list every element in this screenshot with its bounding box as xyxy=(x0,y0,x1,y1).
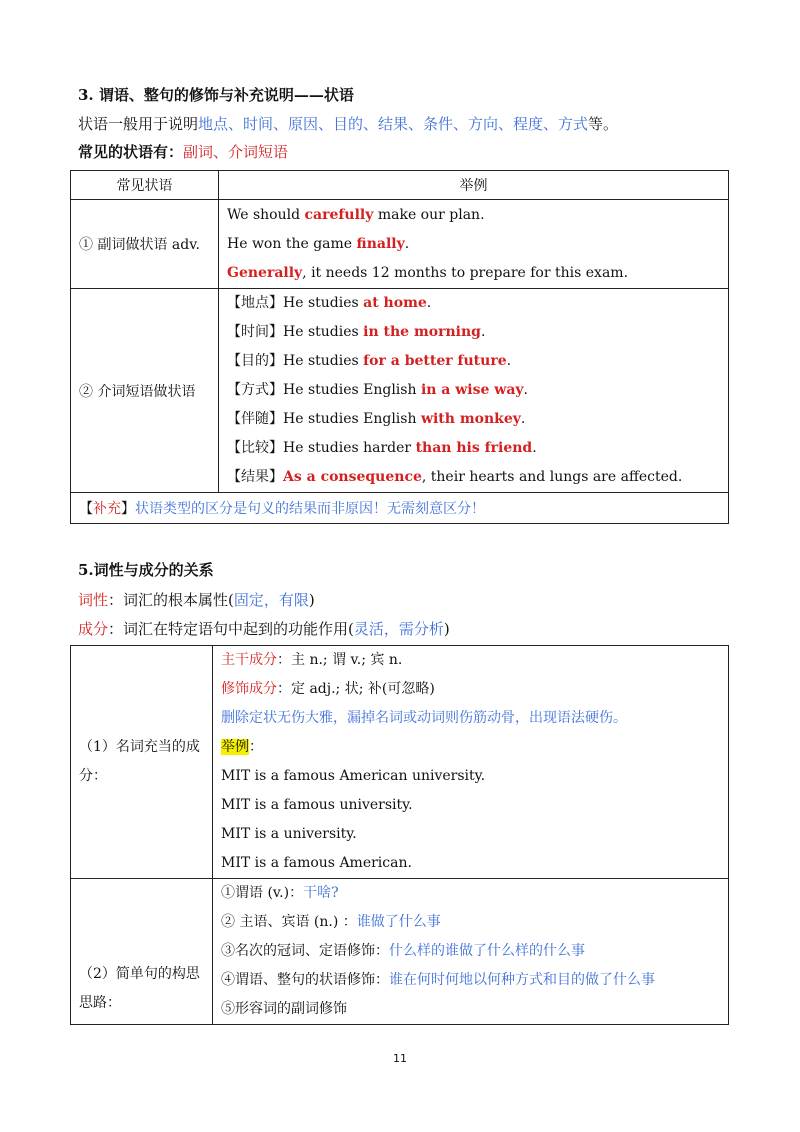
def1-key: 词性 xyxy=(78,591,109,609)
example-highlight: finally xyxy=(356,235,405,252)
step-meaning: 什么样的谁做了什么样的什么事 xyxy=(389,943,585,959)
row-content-simple-sentence xyxy=(213,879,729,1025)
example-text: . xyxy=(506,353,512,369)
main-components-line xyxy=(213,646,728,675)
def2-blue: 灵活，需分析 xyxy=(353,620,444,638)
example-text: . xyxy=(426,295,432,311)
example-tag: 【伴随】 xyxy=(227,411,283,427)
example-label: 举例 xyxy=(221,739,249,755)
example-tag: 【比较】 xyxy=(227,440,283,456)
modifier-components-line xyxy=(213,675,728,704)
step-meaning: 谁在何时何地以何种方式和目的做了什么事 xyxy=(389,972,655,988)
section3-heading: 3. 谓语、整句的修饰与补充说明——状语 xyxy=(78,86,354,104)
example-sentence: MIT is a famous university. xyxy=(221,797,413,813)
example-text: . xyxy=(520,411,526,427)
example-sentence: MIT is a famous American. xyxy=(221,855,412,871)
common-items: 副词、介词短语 xyxy=(183,143,289,161)
construction-step xyxy=(213,995,728,1024)
mod-text: ：定 adj.; 状; 补(可忽略) xyxy=(277,681,435,697)
example-text: make our plan. xyxy=(373,206,485,223)
example-tag: 【时间】 xyxy=(227,324,283,340)
step-label: ⑤形容词的副词修饰 xyxy=(221,1001,347,1017)
example-text: He studies English xyxy=(283,411,421,427)
table-row xyxy=(71,646,729,879)
row-label-simple-sentence: （2）简单句的构思思路： xyxy=(71,879,213,1025)
example-text: He won the game xyxy=(227,235,357,252)
construction-step xyxy=(213,966,728,995)
example-line xyxy=(219,347,728,376)
example-text: He studies xyxy=(283,324,364,340)
header-examples: 举例 xyxy=(219,171,729,200)
row-label-noun-components: （1）名词充当的成分： xyxy=(71,646,213,879)
example-text: . xyxy=(523,382,528,398)
table-row xyxy=(71,289,729,493)
note-text: 状语类型的区分是句义的结果而非原因！无需刻意区分！ xyxy=(135,501,485,517)
table-header-row xyxy=(71,171,729,200)
example-text: , it needs 12 months to prepare for this exam. xyxy=(302,264,629,281)
example-highlight: carefully xyxy=(304,206,374,223)
intro-suffix: 等。 xyxy=(588,115,619,133)
row-examples-prep-phrase xyxy=(219,289,729,493)
example-line xyxy=(219,376,728,405)
example-text: We should xyxy=(227,206,305,223)
example-sentence: MIT is a university. xyxy=(221,826,357,842)
example-line xyxy=(219,259,728,288)
example-text: . xyxy=(404,235,410,252)
def1-blue: 固定，有限 xyxy=(233,591,309,609)
section5-heading: 5.词性与成分的关系 xyxy=(78,561,214,579)
example-tag: 【方式】 xyxy=(227,382,283,398)
construction-step xyxy=(213,879,728,908)
deletion-note: 删除定状无伤大雅，漏掉名词或动词则伤筋动骨，出现语法硬伤。 xyxy=(221,710,627,726)
def2-text: ：词汇在特定语句中起到的功能作用( xyxy=(108,620,354,638)
common-prefix: 常见的状语有： xyxy=(78,143,184,161)
section3-common xyxy=(78,142,288,162)
construction-step xyxy=(213,937,728,966)
example-highlight: with monkey xyxy=(420,411,521,427)
note-cell xyxy=(71,493,729,524)
example-text: He studies xyxy=(283,353,364,369)
sentence-step-list xyxy=(213,879,728,1024)
example-line xyxy=(219,318,728,347)
example-label-line xyxy=(213,733,728,762)
mod-key: 修饰成分 xyxy=(221,681,277,697)
example-highlight: than his friend xyxy=(415,440,533,456)
row-examples-adverb xyxy=(219,200,729,289)
example-tag: 【目的】 xyxy=(227,353,283,369)
row-label-adverb: ① 副词做状语 adv. xyxy=(71,200,219,289)
example-highlight: Generally xyxy=(227,264,303,281)
main-key: 主干成分 xyxy=(221,652,277,668)
component-table xyxy=(70,645,729,1025)
def1-end: ) xyxy=(308,591,315,609)
prep-example-list xyxy=(219,289,728,492)
example-text: He studies xyxy=(283,295,364,311)
example-highlight: in the morning xyxy=(363,324,481,340)
example-text: . xyxy=(480,324,486,340)
example-tag: 【结果】 xyxy=(227,469,283,485)
example-line xyxy=(219,434,728,463)
example-line xyxy=(219,405,728,434)
example-tag: 【地点】 xyxy=(227,295,283,311)
step-label: ③名次的冠词、定语修饰： xyxy=(221,943,389,959)
table-note-row xyxy=(71,493,729,524)
note-key: 补充 xyxy=(93,501,121,517)
step-label: ② 主语、宾语 (n.) ： xyxy=(221,914,357,930)
adverbial-table xyxy=(70,170,729,524)
example-line xyxy=(219,201,728,230)
def-part-of-speech xyxy=(78,590,315,610)
def-sentence-component xyxy=(78,619,450,639)
section3-intro xyxy=(78,114,618,134)
intro-prefix: 状语一般用于说明 xyxy=(78,115,199,133)
row-label-prep-phrase: ② 介词短语做状语 xyxy=(71,289,219,493)
example-line xyxy=(219,463,728,492)
example-highlight: at home xyxy=(363,295,427,311)
step-label: ④谓语、整句的状语修饰： xyxy=(221,972,389,988)
example-highlight: As a consequence xyxy=(283,469,422,485)
page-number: 11 xyxy=(393,1052,407,1065)
table-row xyxy=(71,200,729,289)
example-sentence: MIT is a famous American university. xyxy=(221,768,486,784)
example-line xyxy=(219,230,728,259)
note-bracket-open: 【 xyxy=(79,501,93,517)
row-content-noun-components xyxy=(213,646,729,879)
example-text: He studies harder xyxy=(283,440,416,456)
step-meaning: 干啥? xyxy=(303,885,339,901)
def1-text: ：词汇的根本属性( xyxy=(108,591,234,609)
header-common-adverbial: 常见状语 xyxy=(71,171,219,200)
example-text: He studies English xyxy=(283,382,421,398)
step-label: ①谓语 (v.)： xyxy=(221,885,304,901)
example-text: . xyxy=(532,440,537,456)
def2-end: ) xyxy=(443,620,450,638)
step-meaning: 谁做了什么事 xyxy=(356,914,441,930)
table-row xyxy=(71,879,729,1025)
construction-step xyxy=(213,908,728,937)
example-highlight: for a better future xyxy=(363,353,507,369)
intro-items: 地点、时间、原因、目的、结果、条件、方向、程度、方式 xyxy=(198,115,589,133)
example-highlight: in a wise way xyxy=(420,382,524,398)
main-text: ：主 n.; 谓 v.; 宾 n. xyxy=(277,652,403,668)
example-line xyxy=(219,289,728,318)
example-colon: ： xyxy=(249,739,263,755)
example-text: , their hearts and lungs are affected. xyxy=(421,469,683,485)
def2-key: 成分 xyxy=(78,620,109,638)
note-bracket-close: 】 xyxy=(121,501,135,517)
